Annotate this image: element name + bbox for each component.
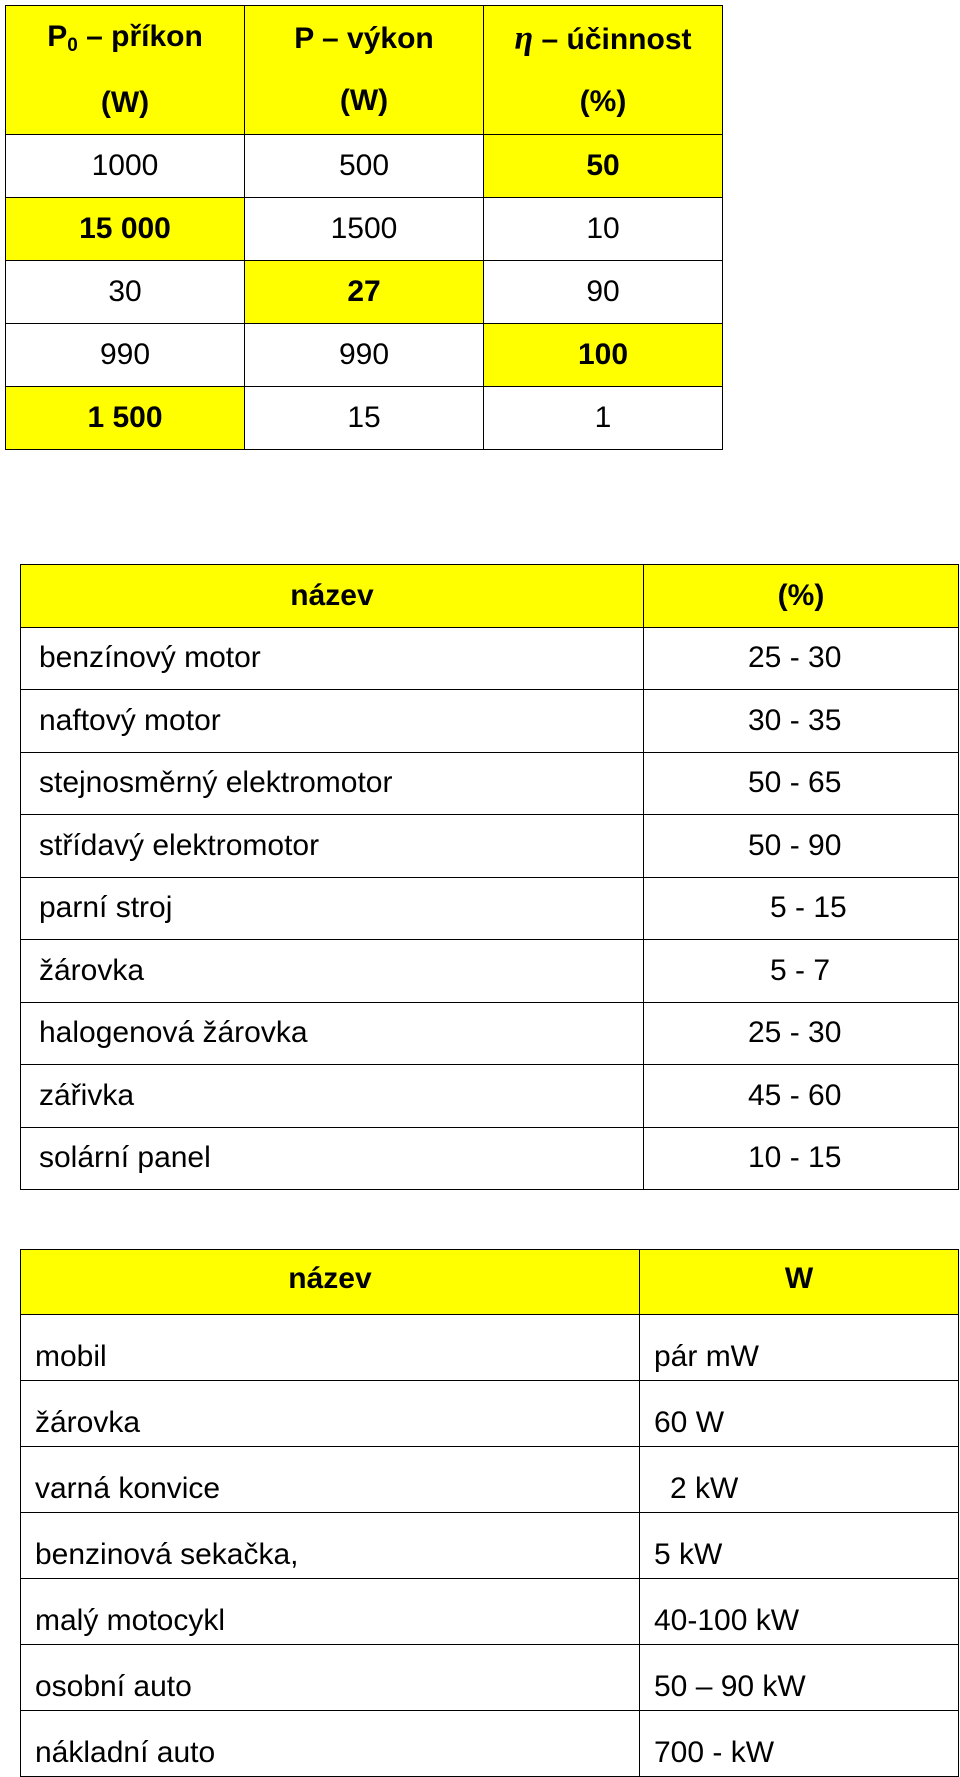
device-name: žárovka — [21, 1381, 640, 1447]
table-row — [21, 1447, 959, 1513]
header-efficiency: η – účinnost (%) — [484, 6, 723, 135]
table-cell: 990 — [245, 324, 484, 387]
device-efficiency: 25 - 30 — [644, 1002, 959, 1065]
device-power: 2 kW — [640, 1447, 959, 1513]
table-row — [21, 1711, 959, 1777]
table-row — [21, 752, 959, 815]
device-power: 60 W — [640, 1381, 959, 1447]
device-name: solární panel — [21, 1127, 644, 1190]
device-name: malý motocykl — [21, 1579, 640, 1645]
table-row — [21, 877, 959, 940]
header-output-power: P – výkon (W) — [245, 6, 484, 135]
table-row — [21, 690, 959, 753]
table-cell: 10 — [484, 198, 723, 261]
table-cell: 1500 — [245, 198, 484, 261]
device-name: parní stroj — [21, 877, 644, 940]
device-name: mobil — [21, 1315, 640, 1381]
device-power: 40-100 kW — [640, 1579, 959, 1645]
table-row — [21, 1315, 959, 1381]
device-name: osobní auto — [21, 1645, 640, 1711]
table-cell: 1 — [484, 387, 723, 450]
answer-cell: 15 000 — [6, 198, 245, 261]
device-efficiency: 5 - 7 — [644, 940, 959, 1003]
answer-cell: 27 — [245, 261, 484, 324]
device-name: žárovka — [21, 940, 644, 1003]
table-row — [6, 198, 723, 261]
device-name: stejnosměrný elektromotor — [21, 752, 644, 815]
device-efficiency: 45 - 60 — [644, 1065, 959, 1128]
table-row — [21, 1579, 959, 1645]
header-name: název — [21, 565, 644, 628]
device-power: 50 – 90 kW — [640, 1645, 959, 1711]
table-header-row — [21, 565, 959, 628]
table-cell: 90 — [484, 261, 723, 324]
device-efficiency: 25 - 30 — [644, 627, 959, 690]
device-efficiency: 30 - 35 — [644, 690, 959, 753]
device-efficiency: 10 - 15 — [644, 1127, 959, 1190]
table-header-row — [21, 1250, 959, 1315]
device-name: halogenová žárovka — [21, 1002, 644, 1065]
table-row — [6, 387, 723, 450]
answer-cell: 100 — [484, 324, 723, 387]
table-cell: 30 — [6, 261, 245, 324]
device-efficiency: 50 - 90 — [644, 815, 959, 878]
table-row — [6, 135, 723, 198]
header-watts: W — [640, 1250, 959, 1315]
table-cell: 15 — [245, 387, 484, 450]
table-row — [21, 1065, 959, 1128]
device-efficiency: 50 - 65 — [644, 752, 959, 815]
table-row — [21, 1381, 959, 1447]
device-name: střídavý elektromotor — [21, 815, 644, 878]
device-efficiency: 5 - 15 — [644, 877, 959, 940]
device-efficiency-table — [20, 564, 959, 1190]
header-input-power: P0 – příkon (W) — [6, 6, 245, 135]
table-row — [21, 1127, 959, 1190]
table-row — [21, 1645, 959, 1711]
device-name: benzínový motor — [21, 627, 644, 690]
table-cell: 990 — [6, 324, 245, 387]
table-cell: 500 — [245, 135, 484, 198]
device-power-table — [20, 1249, 959, 1777]
device-name: nákladní auto — [21, 1711, 640, 1777]
table-cell: 1000 — [6, 135, 245, 198]
table-row — [21, 627, 959, 690]
table-row — [6, 261, 723, 324]
header-name: název — [21, 1250, 640, 1315]
device-power: 5 kW — [640, 1513, 959, 1579]
table-row — [6, 324, 723, 387]
device-name: naftový motor — [21, 690, 644, 753]
header-percent: (%) — [644, 565, 959, 628]
table-header-row — [6, 6, 723, 135]
device-name: varná konvice — [21, 1447, 640, 1513]
table-row — [21, 1002, 959, 1065]
device-power: pár mW — [640, 1315, 959, 1381]
answer-cell: 1 500 — [6, 387, 245, 450]
efficiency-calculation-table — [5, 5, 723, 450]
device-power: 700 - kW — [640, 1711, 959, 1777]
table-row — [21, 815, 959, 878]
answer-cell: 50 — [484, 135, 723, 198]
table-row — [21, 1513, 959, 1579]
device-name: benzinová sekačka, — [21, 1513, 640, 1579]
table-row — [21, 940, 959, 1003]
device-name: zářivka — [21, 1065, 644, 1128]
